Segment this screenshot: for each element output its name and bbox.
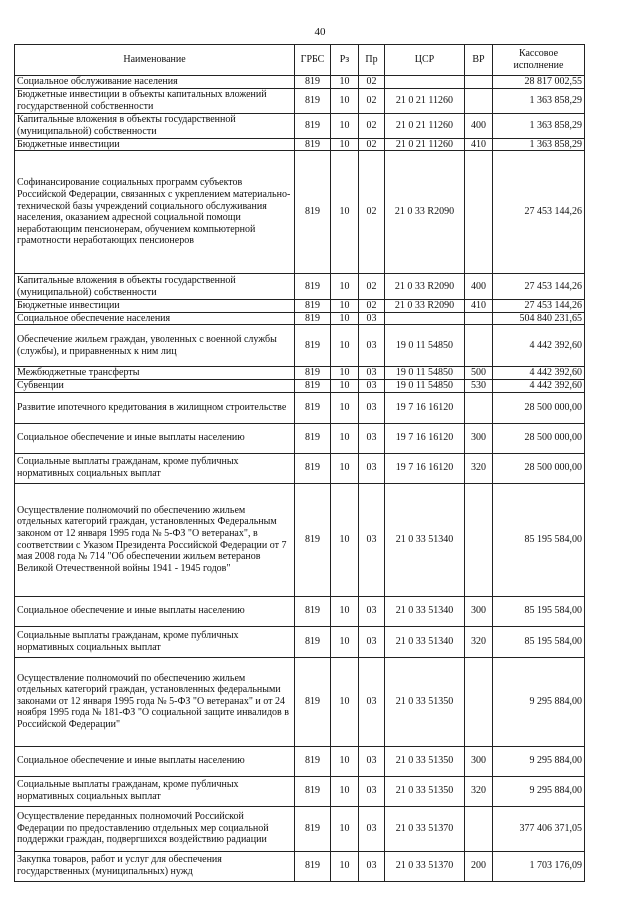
row-grbs: 819 <box>295 657 331 746</box>
row-csr: 21 0 33 R2090 <box>385 300 465 313</box>
row-csr: 21 0 33 51370 <box>385 851 465 881</box>
table-row <box>15 312 585 325</box>
row-grbs: 819 <box>295 312 331 325</box>
row-csr: 21 0 33 51350 <box>385 657 465 746</box>
row-name: Закупка товаров, работ и услуг для обеспечения государственных (муниципальных) нужд <box>15 851 295 881</box>
row-vr <box>465 657 493 746</box>
row-pr: 02 <box>359 88 385 113</box>
row-name: Осуществление полномочий по обеспечению жильем отдельных категорий граждан, установленных федеральными законами от 12 января 1995 года № 5-ФЗ "О ветеранах" и от 24 ноября 1995 года № 181-ФЗ "О социальной защите инвалидов в Российской Федерации" <box>15 657 295 746</box>
row-rz: 10 <box>331 325 359 367</box>
row-grbs: 819 <box>295 367 331 380</box>
row-grbs: 819 <box>295 423 331 453</box>
row-csr: 19 0 11 54850 <box>385 379 465 392</box>
row-grbs: 819 <box>295 274 331 300</box>
row-sum: 1 703 176,09 <box>493 851 585 881</box>
row-name: Развитие ипотечного кредитования в жилищном строительстве <box>15 392 295 423</box>
table-row <box>15 76 585 89</box>
row-name: Осуществление переданных полномочий Российской Федерации по предоставлению отдельных мер социальной поддержки граждан, подвергшихся воздействию радиации <box>15 806 295 851</box>
row-pr: 02 <box>359 138 385 151</box>
row-pr: 03 <box>359 367 385 380</box>
row-csr: 19 7 16 16120 <box>385 423 465 453</box>
row-grbs: 819 <box>295 76 331 89</box>
table-row <box>15 596 585 626</box>
row-sum: 504 840 231,65 <box>493 312 585 325</box>
row-grbs: 819 <box>295 379 331 392</box>
row-vr: 410 <box>465 138 493 151</box>
row-vr <box>465 806 493 851</box>
row-sum: 9 295 884,00 <box>493 746 585 776</box>
row-rz: 10 <box>331 423 359 453</box>
row-pr: 02 <box>359 113 385 138</box>
row-sum: 1 363 858,29 <box>493 113 585 138</box>
table-header-row <box>15 45 585 76</box>
row-name: Бюджетные инвестиции <box>15 300 295 313</box>
row-vr: 200 <box>465 851 493 881</box>
row-pr: 03 <box>359 312 385 325</box>
row-name: Социальное обслуживание населения <box>15 76 295 89</box>
row-rz: 10 <box>331 596 359 626</box>
row-pr: 02 <box>359 300 385 313</box>
table-row <box>15 851 585 881</box>
row-sum: 28 500 000,00 <box>493 453 585 483</box>
row-rz: 10 <box>331 626 359 657</box>
row-grbs: 819 <box>295 776 331 806</box>
row-name: Социальное обеспечение и иные выплаты населению <box>15 596 295 626</box>
row-name: Субвенции <box>15 379 295 392</box>
row-csr: 19 7 16 16120 <box>385 392 465 423</box>
row-grbs: 819 <box>295 483 331 596</box>
row-rz: 10 <box>331 392 359 423</box>
row-csr: 19 7 16 16120 <box>385 453 465 483</box>
row-pr: 03 <box>359 483 385 596</box>
row-vr: 300 <box>465 746 493 776</box>
row-pr: 03 <box>359 851 385 881</box>
row-pr: 03 <box>359 392 385 423</box>
row-pr: 03 <box>359 806 385 851</box>
row-rz: 10 <box>331 746 359 776</box>
table-row <box>15 776 585 806</box>
table-row <box>15 423 585 453</box>
row-vr <box>465 483 493 596</box>
row-rz: 10 <box>331 274 359 300</box>
row-rz: 10 <box>331 806 359 851</box>
row-name: Обеспечение жильем граждан, уволенных с военной службы (службы), и приравненных к ним лиц <box>15 325 295 367</box>
row-csr <box>385 76 465 89</box>
row-vr: 410 <box>465 300 493 313</box>
row-name: Бюджетные инвестиции <box>15 138 295 151</box>
row-grbs: 819 <box>295 151 331 274</box>
row-rz: 10 <box>331 76 359 89</box>
row-pr: 03 <box>359 776 385 806</box>
row-pr: 02 <box>359 76 385 89</box>
row-sum: 28 817 002,55 <box>493 76 585 89</box>
row-name: Социальное обеспечение и иные выплаты населению <box>15 746 295 776</box>
row-grbs: 819 <box>295 138 331 151</box>
row-csr: 19 0 11 54850 <box>385 367 465 380</box>
row-csr: 21 0 21 11260 <box>385 88 465 113</box>
row-grbs: 819 <box>295 453 331 483</box>
row-grbs: 819 <box>295 88 331 113</box>
row-csr: 21 0 33 51340 <box>385 596 465 626</box>
table-row <box>15 151 585 274</box>
header-name: Наименование <box>15 45 295 76</box>
row-pr: 03 <box>359 325 385 367</box>
row-grbs: 819 <box>295 325 331 367</box>
row-sum: 4 442 392,60 <box>493 325 585 367</box>
row-vr: 320 <box>465 453 493 483</box>
row-rz: 10 <box>331 367 359 380</box>
row-vr <box>465 88 493 113</box>
row-pr: 03 <box>359 423 385 453</box>
row-grbs: 819 <box>295 300 331 313</box>
row-sum: 1 363 858,29 <box>493 138 585 151</box>
row-name: Капитальные вложения в объекты государственной (муниципальной) собственности <box>15 274 295 300</box>
row-csr: 19 0 11 54850 <box>385 325 465 367</box>
row-sum: 28 500 000,00 <box>493 423 585 453</box>
table-row <box>15 88 585 113</box>
row-grbs: 819 <box>295 113 331 138</box>
row-rz: 10 <box>331 88 359 113</box>
row-vr <box>465 151 493 274</box>
row-pr: 03 <box>359 596 385 626</box>
budget-execution-table <box>14 44 585 882</box>
row-sum: 85 195 584,00 <box>493 596 585 626</box>
row-rz: 10 <box>331 379 359 392</box>
row-vr <box>465 76 493 89</box>
row-rz: 10 <box>331 851 359 881</box>
table-row <box>15 746 585 776</box>
header-vr: ВР <box>465 45 493 76</box>
row-name: Социальные выплаты гражданам, кроме публичных нормативных социальных выплат <box>15 453 295 483</box>
row-sum: 85 195 584,00 <box>493 626 585 657</box>
header-sum: Кассовое исполнение <box>493 45 585 76</box>
row-pr: 03 <box>359 626 385 657</box>
row-rz: 10 <box>331 138 359 151</box>
header-grbs: ГРБС <box>295 45 331 76</box>
row-name: Социальные выплаты гражданам, кроме публичных нормативных социальных выплат <box>15 776 295 806</box>
row-grbs: 819 <box>295 596 331 626</box>
row-grbs: 819 <box>295 626 331 657</box>
row-vr: 320 <box>465 776 493 806</box>
row-rz: 10 <box>331 151 359 274</box>
table-row <box>15 453 585 483</box>
table-row <box>15 138 585 151</box>
row-rz: 10 <box>331 483 359 596</box>
row-sum: 1 363 858,29 <box>493 88 585 113</box>
row-sum: 28 500 000,00 <box>493 392 585 423</box>
table-row <box>15 483 585 596</box>
row-name: Бюджетные инвестиции в объекты капитальных вложений государственной собственности <box>15 88 295 113</box>
row-csr: 21 0 21 11260 <box>385 138 465 151</box>
row-vr <box>465 312 493 325</box>
row-sum: 9 295 884,00 <box>493 776 585 806</box>
row-sum: 27 453 144,26 <box>493 300 585 313</box>
row-name: Межбюджетные трансферты <box>15 367 295 380</box>
row-grbs: 819 <box>295 746 331 776</box>
row-name: Осуществление полномочий по обеспечению жильем отдельных категорий граждан, установленных Федеральным законом от 12 января 1995 года № 5-ФЗ "О ветеранах", в соответствии с Указом Президента Российской Федерации от 7 мая 2008 года № 714 "Об обеспечении жильем ветеранов Великой Отечественной войны 1941 - 1945 годов" <box>15 483 295 596</box>
row-pr: 03 <box>359 379 385 392</box>
row-rz: 10 <box>331 113 359 138</box>
row-vr: 530 <box>465 379 493 392</box>
row-name: Капитальные вложения в объекты государственной (муниципальной) собственности <box>15 113 295 138</box>
table-row <box>15 325 585 367</box>
table-row <box>15 657 585 746</box>
table-row <box>15 626 585 657</box>
row-vr: 400 <box>465 274 493 300</box>
row-csr <box>385 312 465 325</box>
row-pr: 03 <box>359 746 385 776</box>
row-sum: 377 406 371,05 <box>493 806 585 851</box>
row-rz: 10 <box>331 776 359 806</box>
table-row <box>15 379 585 392</box>
row-csr: 21 0 33 51370 <box>385 806 465 851</box>
row-rz: 10 <box>331 300 359 313</box>
row-name: Социальные выплаты гражданам, кроме публичных нормативных социальных выплат <box>15 626 295 657</box>
table-row <box>15 113 585 138</box>
row-csr: 21 0 33 R2090 <box>385 274 465 300</box>
row-vr <box>465 325 493 367</box>
row-name: Социальное обеспечение и иные выплаты населению <box>15 423 295 453</box>
table-row <box>15 392 585 423</box>
row-name: Софинансирование социальных программ субъектов Российской Федерации, связанных с укреплением материально-технической базы учреждений социального обслуживания населения, оказанием адресной социальной помощи неработающим пенсионерам, обучением компьютерной грамотности неработающих пенсионеров <box>15 151 295 274</box>
row-sum: 27 453 144,26 <box>493 274 585 300</box>
row-sum: 9 295 884,00 <box>493 657 585 746</box>
table-row <box>15 274 585 300</box>
row-csr: 21 0 33 51340 <box>385 483 465 596</box>
row-vr: 500 <box>465 367 493 380</box>
table-row <box>15 367 585 380</box>
table-row <box>15 300 585 313</box>
row-vr: 300 <box>465 423 493 453</box>
row-csr: 21 0 33 R2090 <box>385 151 465 274</box>
row-rz: 10 <box>331 657 359 746</box>
header-pr: Пр <box>359 45 385 76</box>
row-grbs: 819 <box>295 806 331 851</box>
row-pr: 02 <box>359 151 385 274</box>
table-row <box>15 806 585 851</box>
row-sum: 4 442 392,60 <box>493 367 585 380</box>
row-vr <box>465 392 493 423</box>
header-rz: Рз <box>331 45 359 76</box>
row-csr: 21 0 21 11260 <box>385 113 465 138</box>
row-csr: 21 0 33 51350 <box>385 746 465 776</box>
row-sum: 27 453 144,26 <box>493 151 585 274</box>
row-sum: 4 442 392,60 <box>493 379 585 392</box>
row-vr: 320 <box>465 626 493 657</box>
row-rz: 10 <box>331 453 359 483</box>
row-name: Социальное обеспечение населения <box>15 312 295 325</box>
row-pr: 03 <box>359 657 385 746</box>
row-vr: 400 <box>465 113 493 138</box>
row-pr: 02 <box>359 274 385 300</box>
header-csr: ЦСР <box>385 45 465 76</box>
row-csr: 21 0 33 51340 <box>385 626 465 657</box>
row-sum: 85 195 584,00 <box>493 483 585 596</box>
row-csr: 21 0 33 51350 <box>385 776 465 806</box>
page-number: 40 <box>314 26 326 38</box>
row-grbs: 819 <box>295 851 331 881</box>
row-grbs: 819 <box>295 392 331 423</box>
row-pr: 03 <box>359 453 385 483</box>
row-rz: 10 <box>331 312 359 325</box>
row-vr: 300 <box>465 596 493 626</box>
